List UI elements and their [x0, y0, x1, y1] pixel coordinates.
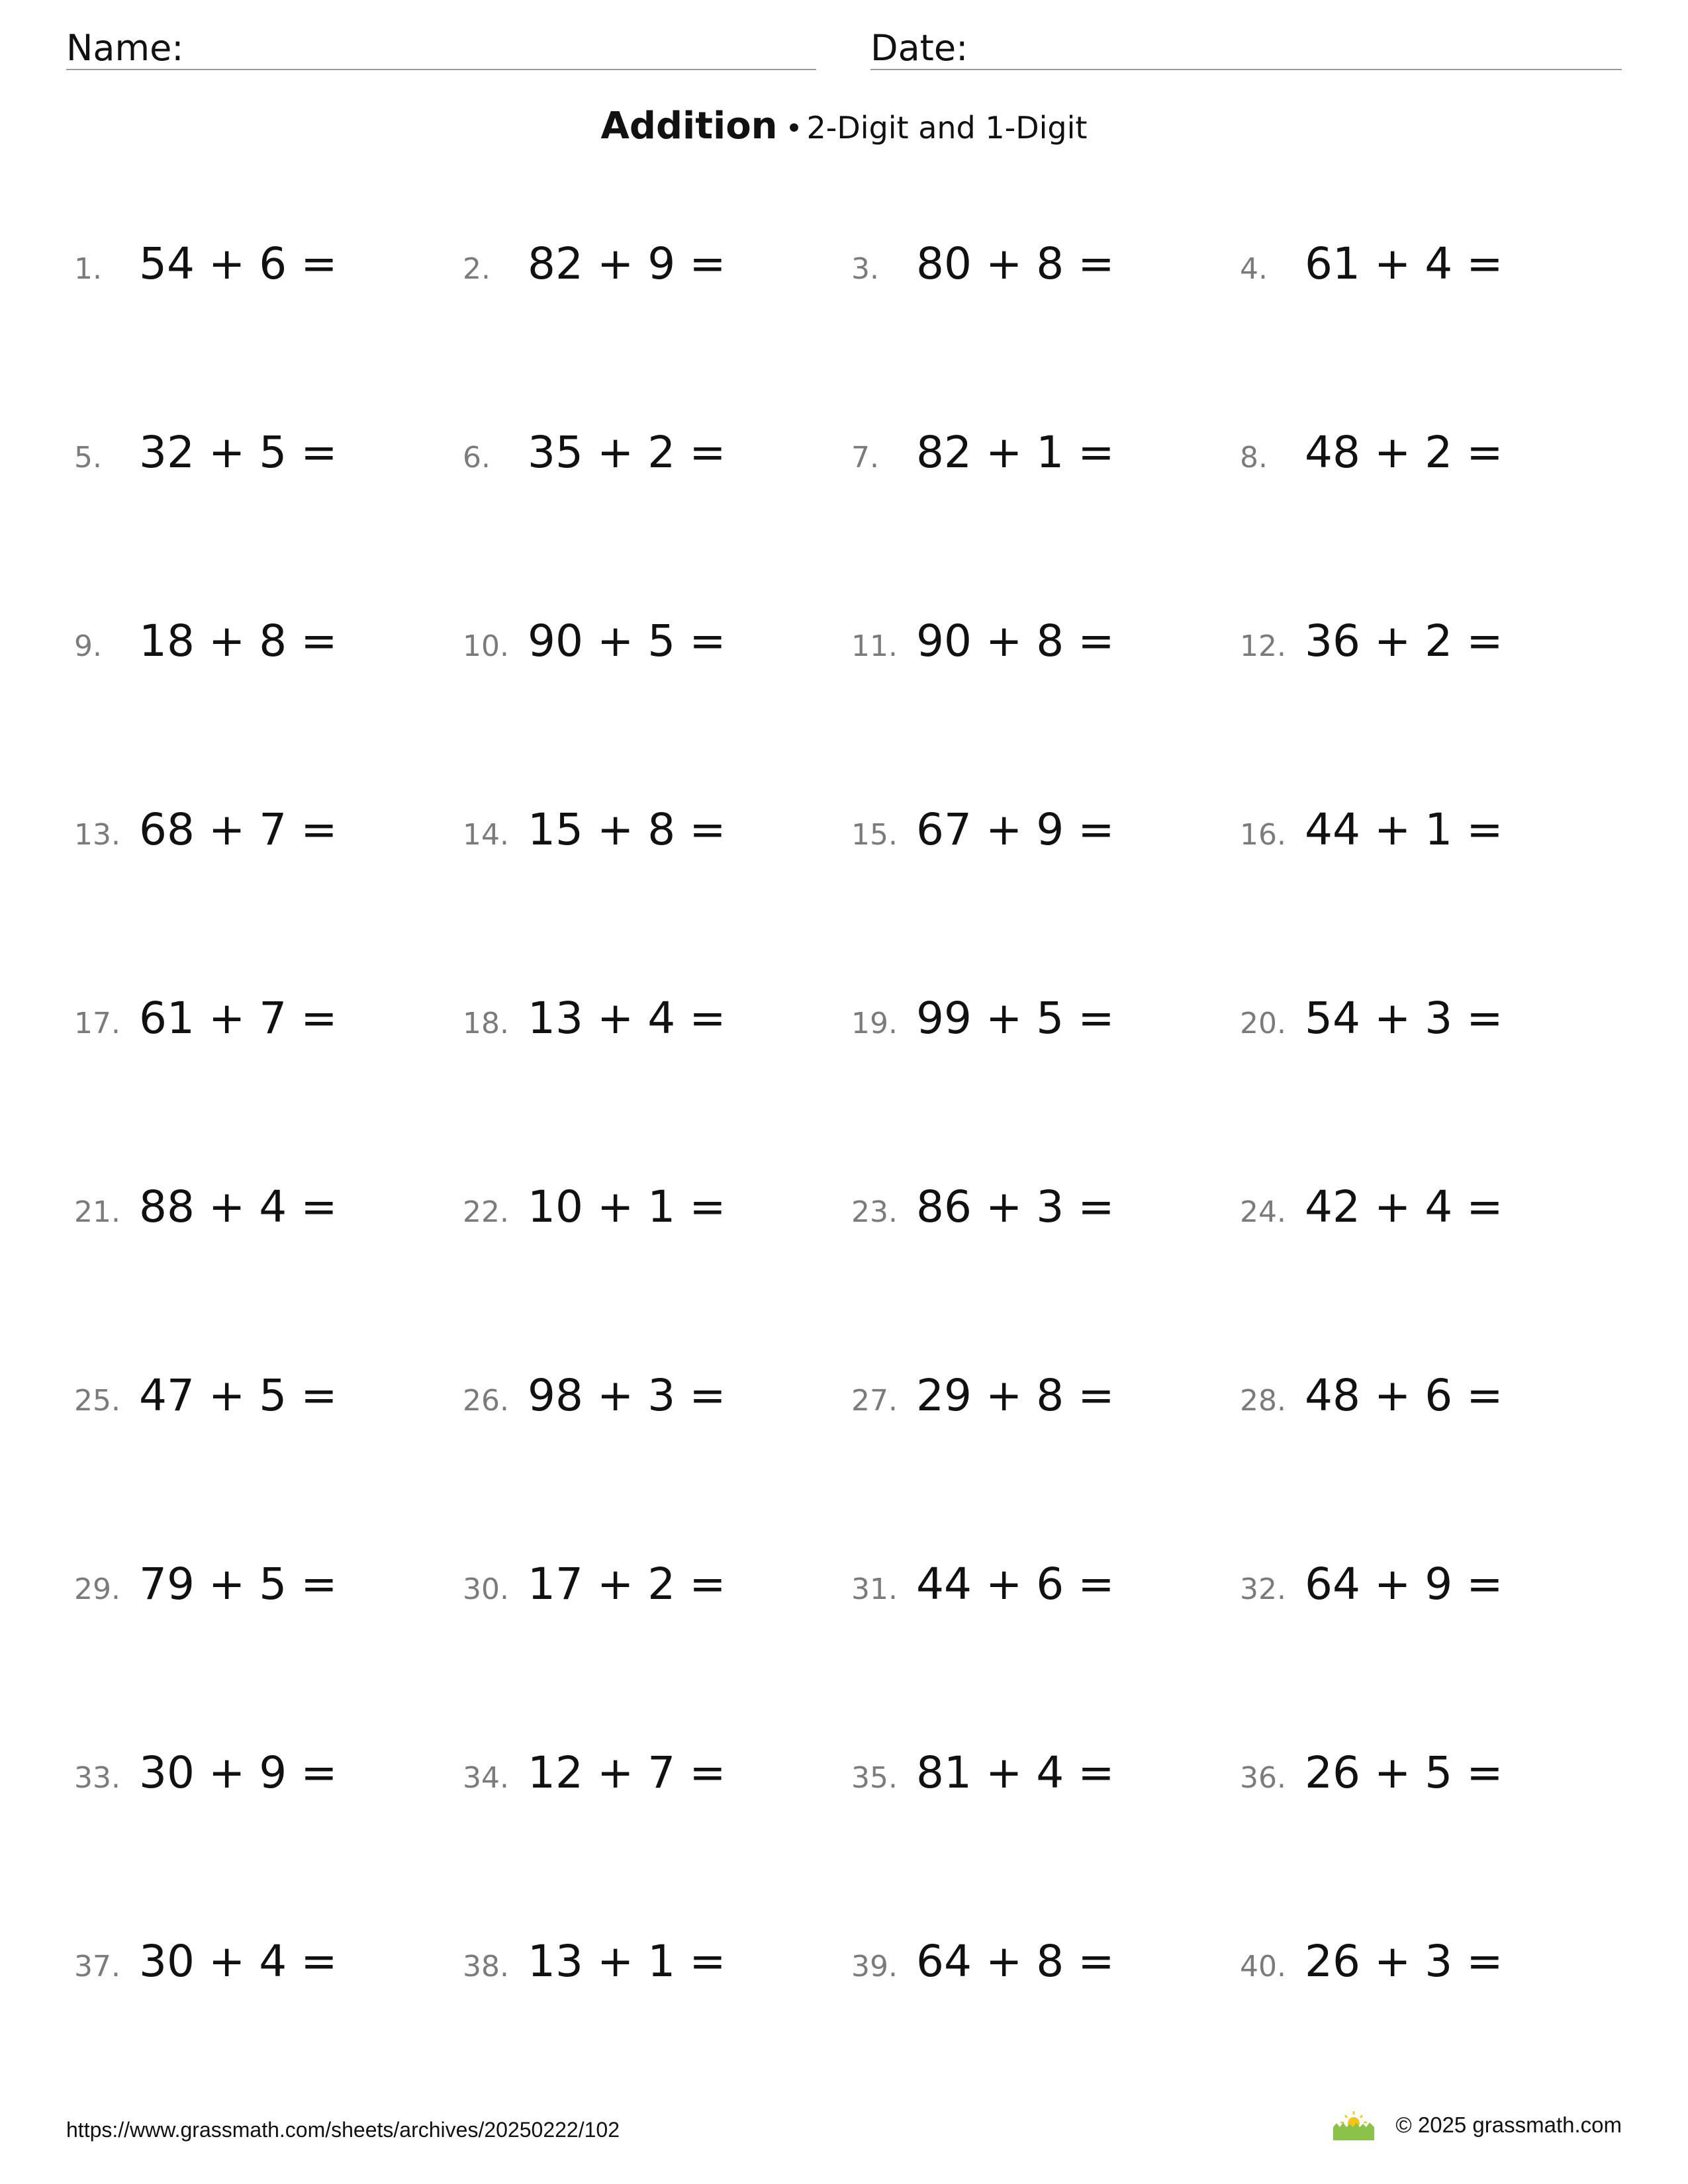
problem-item: [851, 1559, 1240, 1631]
problem-item: [1240, 1747, 1628, 1820]
problem-number: 30.: [463, 1572, 509, 1606]
problem-item: [463, 615, 851, 688]
problem-expression: 90 + 5 =: [528, 615, 726, 666]
footer-branding: [1331, 2109, 1622, 2142]
problem-expression: 67 + 9 =: [916, 804, 1115, 855]
problem-number: 24.: [1240, 1195, 1286, 1229]
problem-expression: 30 + 4 =: [139, 1936, 338, 1987]
problem-item: [463, 1559, 851, 1631]
problem-number: 19.: [851, 1007, 898, 1040]
problem-item: [463, 993, 851, 1066]
problem-number: 29.: [74, 1572, 120, 1606]
worksheet-title: [0, 105, 1688, 148]
problem-item: [463, 427, 851, 500]
problem-item: [74, 1559, 463, 1631]
problem-number: 22.: [463, 1195, 509, 1229]
problem-expression: 12 + 7 =: [528, 1747, 726, 1798]
problem-number: 31.: [851, 1572, 898, 1606]
problem-expression: 98 + 3 =: [528, 1370, 726, 1421]
problem-number: 9.: [74, 629, 102, 663]
problem-number: 32.: [1240, 1572, 1286, 1606]
problem-item: [74, 1370, 463, 1443]
problem-expression: 64 + 8 =: [916, 1936, 1115, 1987]
problem-number: 40.: [1240, 1950, 1286, 1983]
problem-number: 28.: [1240, 1384, 1286, 1418]
problem-number: 20.: [1240, 1007, 1286, 1040]
date-field[interactable]: [870, 21, 1622, 70]
problem-expression: 54 + 6 =: [139, 238, 338, 289]
problem-expression: 90 + 8 =: [916, 615, 1115, 666]
problem-number: 2.: [463, 252, 491, 286]
problem-expression: 26 + 5 =: [1305, 1747, 1503, 1798]
problem-expression: 86 + 3 =: [916, 1181, 1115, 1232]
problem-expression: 13 + 1 =: [528, 1936, 726, 1987]
problem-item: [463, 238, 851, 311]
problem-number: 10.: [463, 629, 509, 663]
problem-item: [1240, 804, 1628, 877]
problem-expression: 44 + 6 =: [916, 1559, 1115, 1610]
problem-item: [851, 1936, 1240, 2009]
title-subtitle: 2-Digit and 1-Digit: [806, 110, 1088, 146]
problem-number: 27.: [851, 1384, 898, 1418]
problem-expression: 30 + 9 =: [139, 1747, 338, 1798]
problem-number: 25.: [74, 1384, 120, 1418]
problem-number: 5.: [74, 441, 102, 475]
problem-expression: 29 + 8 =: [916, 1370, 1115, 1421]
problem-number: 23.: [851, 1195, 898, 1229]
problem-item: [463, 1747, 851, 1820]
problem-item: [74, 804, 463, 877]
problem-item: [74, 615, 463, 688]
problem-item: [74, 238, 463, 311]
problem-item: [74, 427, 463, 500]
title-main: Addition: [600, 105, 778, 148]
problem-item: [74, 1747, 463, 1820]
problem-item: [463, 1370, 851, 1443]
problem-number: 34.: [463, 1761, 509, 1795]
problem-expression: 15 + 8 =: [528, 804, 726, 855]
problem-expression: 99 + 5 =: [916, 993, 1115, 1044]
problem-item: [463, 1181, 851, 1254]
problem-number: 36.: [1240, 1761, 1286, 1795]
problem-expression: 18 + 8 =: [139, 615, 338, 666]
problem-number: 4.: [1240, 252, 1268, 286]
problem-number: 18.: [463, 1007, 509, 1040]
problem-item: [851, 427, 1240, 500]
problem-expression: 13 + 4 =: [528, 993, 726, 1044]
problem-item: [74, 1181, 463, 1254]
problem-number: 33.: [74, 1761, 120, 1795]
problem-expression: 36 + 2 =: [1305, 615, 1503, 666]
problem-expression: 10 + 1 =: [528, 1181, 726, 1232]
problem-expression: 61 + 4 =: [1305, 238, 1503, 289]
problem-expression: 68 + 7 =: [139, 804, 338, 855]
problem-number: 15.: [851, 818, 898, 852]
name-field[interactable]: [66, 21, 816, 70]
problem-number: 35.: [851, 1761, 898, 1795]
problem-number: 14.: [463, 818, 509, 852]
problem-number: 37.: [74, 1950, 120, 1983]
problem-item: [1240, 993, 1628, 1066]
problem-expression: 80 + 8 =: [916, 238, 1115, 289]
problem-number: 16.: [1240, 818, 1286, 852]
title-separator: •: [785, 112, 803, 146]
problem-expression: 82 + 1 =: [916, 427, 1115, 478]
problem-expression: 42 + 4 =: [1305, 1181, 1503, 1232]
problem-expression: 48 + 6 =: [1305, 1370, 1503, 1421]
problem-item: [851, 804, 1240, 877]
problem-item: [1240, 1936, 1628, 2009]
problem-number: 39.: [851, 1950, 898, 1983]
date-label: Date:: [870, 27, 968, 69]
problem-item: [851, 1747, 1240, 1820]
footer-url[interactable]: https://www.grassmath.com/sheets/archives/20250222/102: [66, 2118, 620, 2142]
problem-item: [74, 1936, 463, 2009]
problem-number: 1.: [74, 252, 102, 286]
problem-number: 17.: [74, 1007, 120, 1040]
problem-item: [1240, 1559, 1628, 1631]
problem-number: 6.: [463, 441, 491, 475]
problem-item: [1240, 427, 1628, 500]
problem-number: 38.: [463, 1950, 509, 1983]
problem-item: [1240, 1370, 1628, 1443]
problem-number: 11.: [851, 629, 898, 663]
problem-item: [851, 615, 1240, 688]
problem-expression: 32 + 5 =: [139, 427, 338, 478]
problem-number: 26.: [463, 1384, 509, 1418]
problem-item: [1240, 615, 1628, 688]
problem-number: 8.: [1240, 441, 1268, 475]
problem-item: [851, 1181, 1240, 1254]
grass-sun-logo-icon: [1331, 2109, 1377, 2142]
problem-item: [851, 238, 1240, 311]
problem-number: 7.: [851, 441, 879, 475]
problem-item: [463, 804, 851, 877]
name-label: Name:: [66, 27, 184, 69]
problem-expression: 17 + 2 =: [528, 1559, 726, 1610]
problem-expression: 81 + 4 =: [916, 1747, 1115, 1798]
problem-item: [74, 993, 463, 1066]
problem-expression: 79 + 5 =: [139, 1559, 338, 1610]
problem-expression: 35 + 2 =: [528, 427, 726, 478]
problem-grid: [74, 238, 1636, 2124]
problem-expression: 54 + 3 =: [1305, 993, 1503, 1044]
problem-expression: 64 + 9 =: [1305, 1559, 1503, 1610]
problem-expression: 88 + 4 =: [139, 1181, 338, 1232]
problem-item: [851, 993, 1240, 1066]
problem-expression: 26 + 3 =: [1305, 1936, 1503, 1987]
copyright-text: © 2025 grassmath.com: [1395, 2113, 1622, 2137]
problem-expression: 47 + 5 =: [139, 1370, 338, 1421]
problem-expression: 44 + 1 =: [1305, 804, 1503, 855]
problem-item: [1240, 238, 1628, 311]
problem-expression: 82 + 9 =: [528, 238, 726, 289]
problem-number: 13.: [74, 818, 120, 852]
problem-item: [851, 1370, 1240, 1443]
problem-number: 21.: [74, 1195, 120, 1229]
problem-expression: 61 + 7 =: [139, 993, 338, 1044]
problem-item: [1240, 1181, 1628, 1254]
problem-number: 3.: [851, 252, 879, 286]
problem-item: [463, 1936, 851, 2009]
problem-expression: 48 + 2 =: [1305, 427, 1503, 478]
problem-number: 12.: [1240, 629, 1286, 663]
